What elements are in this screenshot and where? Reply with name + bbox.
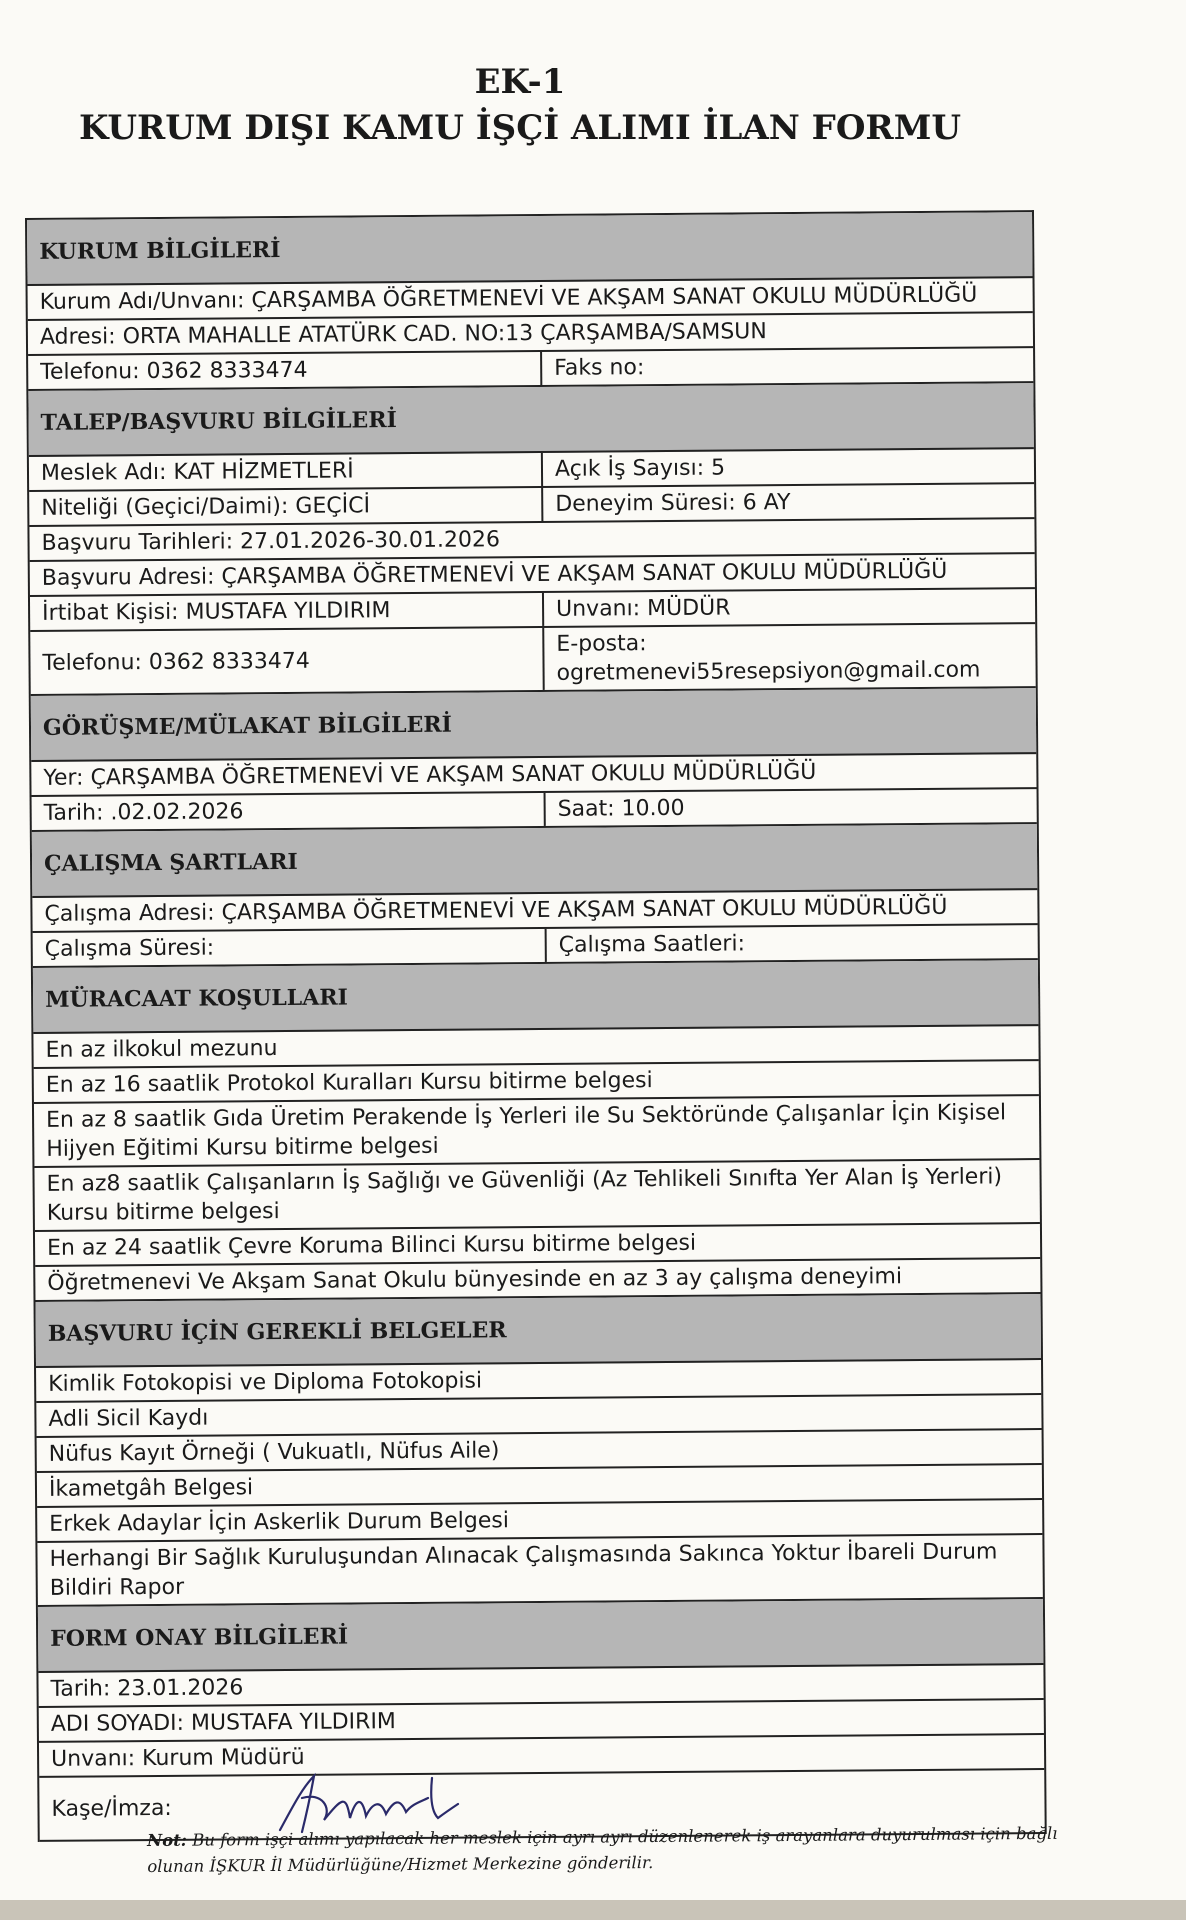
section-calisma-header: ÇALIŞMA ŞARTLARI bbox=[32, 824, 1037, 898]
email-address: ogretmenevi55resepsiyon@gmail.com bbox=[556, 657, 981, 686]
profession-name: Meslek Adı: KAT HİZMETLERİ bbox=[29, 453, 543, 490]
form-title: KURUM DIŞI KAMU İŞÇİ ALIMI İLAN FORMU bbox=[79, 108, 961, 148]
requirement-item: En az 8 saatlik Gıda Üretim Perakende İş Yerleri ile Su Sektöründe Çalışanlar İçin Kişisel Hijyen Eğitimi Kursu bitirme belgesi bbox=[45, 1100, 1007, 1162]
approver-title: Unvanı: Kurum Müdürü bbox=[51, 1744, 305, 1772]
section-belgeler-header: BAŞVURU İÇİN GEREKLİ BELGELER bbox=[36, 1294, 1041, 1368]
section-kurum-header: KURUM BİLGİLERİ bbox=[27, 212, 1032, 286]
annex-code: EK-1 bbox=[474, 62, 566, 102]
contact-title: Unvanı: MÜDÜR bbox=[555, 595, 731, 622]
stamp-signature-label: Kaşe/İmza: bbox=[51, 1795, 172, 1822]
section-onay-header: FORM ONAY BİLGİLERİ bbox=[38, 1599, 1043, 1673]
institution-name: Kurum Adı/Unvanı: ÇARŞAMBA ÖĞRETMENEVİ VE AKŞAM SANAT OKULU MÜDÜRLÜĞÜ bbox=[39, 282, 978, 315]
document-item: İkametgâh Belgesi bbox=[48, 1475, 254, 1502]
requirement-item: Öğretmenevi Ve Akşam Sanat Okulu bünyesinde en az 3 ay çalışma deneyimi bbox=[47, 1264, 903, 1296]
application-address: Başvuru Adresi: ÇARŞAMBA ÖĞRETMENEVİ VE AKŞAM SANAT OKULU MÜDÜRLÜĞÜ bbox=[41, 558, 948, 591]
institution-address: Adresi: ORTA MAHALLE ATATÜRK CAD. NO:13 ÇARŞAMBA/SAMSUN bbox=[39, 319, 767, 350]
footnote bbox=[147, 1821, 1067, 1880]
institution-phone: Telefonu: 0362 8333474 bbox=[28, 352, 542, 389]
contact-phone: Telefonu: 0362 8333474 bbox=[30, 628, 544, 694]
work-address: Çalışma Adresi: ÇARŞAMBA ÖĞRETMENEVİ VE AKŞAM SANAT OKULU MÜDÜRLÜĞÜ bbox=[44, 894, 948, 927]
section-gorusme-header: GÖRÜŞME/MÜLAKAT BİLGİLERİ bbox=[31, 688, 1036, 762]
interview-place: Yer: ÇARŞAMBA ÖĞRETMENEVİ VE AKŞAM SANAT OKULU MÜDÜRLÜĞÜ bbox=[43, 759, 817, 791]
requirement-item: En az 16 saatlik Protokol Kuralları Kursu bitirme belgesi bbox=[45, 1068, 653, 1098]
application-dates: Başvuru Tarihleri: 27.01.2026-30.01.2026 bbox=[41, 527, 501, 556]
requirement-item: En az ilkokul mezunu bbox=[45, 1036, 278, 1063]
work-duration: Çalışma Süresi: bbox=[33, 929, 547, 966]
institution-fax: Faks no: bbox=[554, 355, 645, 381]
approver-name: ADI SOYADI: MUSTAFA YILDIRIM bbox=[50, 1709, 396, 1737]
document-item: Erkek Adaylar İçin Askerlik Durum Belgesi bbox=[49, 1508, 510, 1537]
job-posting-form bbox=[25, 210, 1047, 1842]
note-text: Bu form işçi alımı yapılacak her meslek için ayrı ayrı düzenlenerek iş arayanlara duyurulması için bağlı olunan İŞKUR İl Müdürlüğüne/Hizmet Merkezine gönderilir. bbox=[147, 1823, 1058, 1876]
document-item: Herhangi Bir Sağlık Kuruluşundan Alınacak Çalışmasında Sakınca Yoktur İbareli Durum Bildiri Rapor bbox=[49, 1539, 998, 1601]
experience-duration: Deneyim Süresi: 6 AY bbox=[555, 489, 791, 517]
document-item: Kimlik Fotokopisi ve Diploma Fotokopisi bbox=[48, 1368, 483, 1397]
email-cell bbox=[544, 624, 1035, 690]
interview-date: Tarih: .02.02.2026 bbox=[32, 793, 546, 830]
approval-date: Tarih: 23.01.2026 bbox=[50, 1675, 244, 1702]
page-edge bbox=[0, 1900, 1186, 1920]
document-item: Adli Sicil Kaydı bbox=[48, 1405, 209, 1432]
requirement-item: En az 24 saatlik Çevre Koruma Bilinci Kursu bitirme belgesi bbox=[46, 1230, 697, 1261]
document-item: Nüfus Kayıt Örneği ( Vukuatlı, Nüfus Aile) bbox=[48, 1438, 500, 1467]
job-nature: Niteliği (Geçici/Daimi): GEÇİCİ bbox=[29, 488, 543, 525]
note-label: Not: bbox=[147, 1830, 187, 1850]
interview-time: Saat: 10.00 bbox=[557, 795, 685, 822]
requirement-item: En az8 saatlik Çalışanların İş Sağlığı ve Güvenliği (Az Tehlikeli Sınıfta Yer Alan İş Yerleri) Kursu bitirme belgesi bbox=[46, 1164, 1003, 1226]
email-label: E-posta: bbox=[556, 631, 647, 657]
section-muracaat-header: MÜRACAAT KOŞULLARI bbox=[33, 960, 1038, 1034]
work-hours: Çalışma Saatleri: bbox=[558, 931, 746, 958]
open-job-count: Açık İş Sayısı: 5 bbox=[554, 455, 726, 482]
contact-person: İrtibat Kişisi: MUSTAFA YILDIRIM bbox=[30, 593, 544, 630]
section-talep-header: TALEP/BAŞVURU BİLGİLERİ bbox=[28, 383, 1033, 457]
